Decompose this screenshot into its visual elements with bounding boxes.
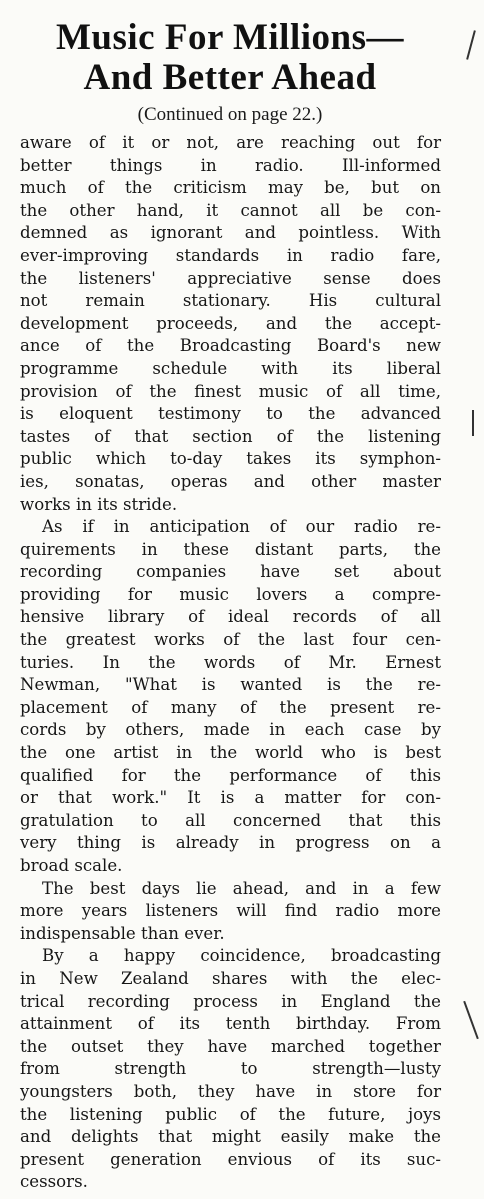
text-line: more years listeners will find radio more [20,901,441,921]
text-line: By a happy coincidence, broadcasting [42,946,441,966]
text-line: the outset they have marched together [20,1036,441,1056]
text-line: recording companies have set about [20,562,441,582]
margin-mark [463,1001,479,1039]
text-line: and delights that might easily make the [20,1127,441,1147]
text-line: cords by others, made in each case by [20,720,441,740]
text-line: public which to-day takes its symphon- [20,449,441,469]
text-line: trical recording process in England the [20,991,441,1011]
text-line: from strength to strength—lusty [20,1059,441,1079]
text-line: qualified for the performance of this [20,765,441,785]
text-line: attainment of its tenth birthday. From [20,1014,441,1034]
text-line: development proceeds, and the accept- [20,313,441,333]
margin-mark [466,30,476,59]
text-line: ance of the Broadcasting Board's new [20,336,441,356]
text-line: aware of it or not, are reaching out for [20,133,441,152]
text-line: the greatest works of the last four cen- [20,630,441,650]
margin-mark [472,410,474,436]
text-line: the other hand, it cannot all be con- [20,200,441,220]
continued-note: (Continued on page 22.) [137,104,323,125]
text-line: As if in anticipation of our radio re- [42,517,441,537]
article-body [20,132,441,1194]
text-line: very thing is already in progress on a [20,833,441,853]
text-line: hensive library of ideal records of all [20,607,441,627]
text-line: not remain stationary. His cultural [20,291,441,311]
text-line: broad scale. [20,856,123,875]
text-line: providing for music lovers a compre- [20,584,441,604]
text-line: present generation envious of its suc- [20,1149,441,1169]
text-line: gratulation to all concerned that this [20,810,441,830]
headline-line: And Better Ahead [83,57,377,98]
text-line: quirements in these distant parts, the [20,539,441,559]
text-line: is eloquent testimony to the advanced [20,404,441,424]
text-line: youngsters both, they have in store for [20,1081,441,1101]
text-line: the listening public of the future, joys [20,1104,441,1124]
text-line: in New Zealand shares with the elec- [20,968,441,988]
text-line: tastes of that section of the listening [20,426,441,446]
headline [10,18,450,98]
text-line: cessors. [20,1172,88,1192]
headline-line: Music For Millions— [56,17,404,58]
text-line: better things in radio. Ill-informed [20,155,441,175]
text-line: or that work." It is a matter for con- [20,788,441,808]
text-line: ever-improving standards in radio fare, [20,245,441,265]
text-line: the listeners' appreciative sense does [20,268,441,288]
text-line: programme schedule with its liberal [20,358,441,378]
text-line: works in its stride. [20,494,178,514]
text-line: ies, sonatas, operas and other master [20,471,441,491]
text-line: the one artist in the world who is best [20,743,441,763]
text-line: indispensable than ever. [20,923,225,943]
text-line: placement of many of the present re- [20,697,441,717]
text-line: demned as ignorant and pointless. With [20,223,441,243]
text-line: The best days lie ahead, and in a few [42,878,441,898]
text-line: provision of the finest music of all time, [20,381,441,401]
text-line: much of the criticism may be, but on [20,178,441,198]
text-line: Newman, "What is wanted is the re- [20,675,441,695]
text-line: turies. In the words of Mr. Ernest [20,652,441,672]
